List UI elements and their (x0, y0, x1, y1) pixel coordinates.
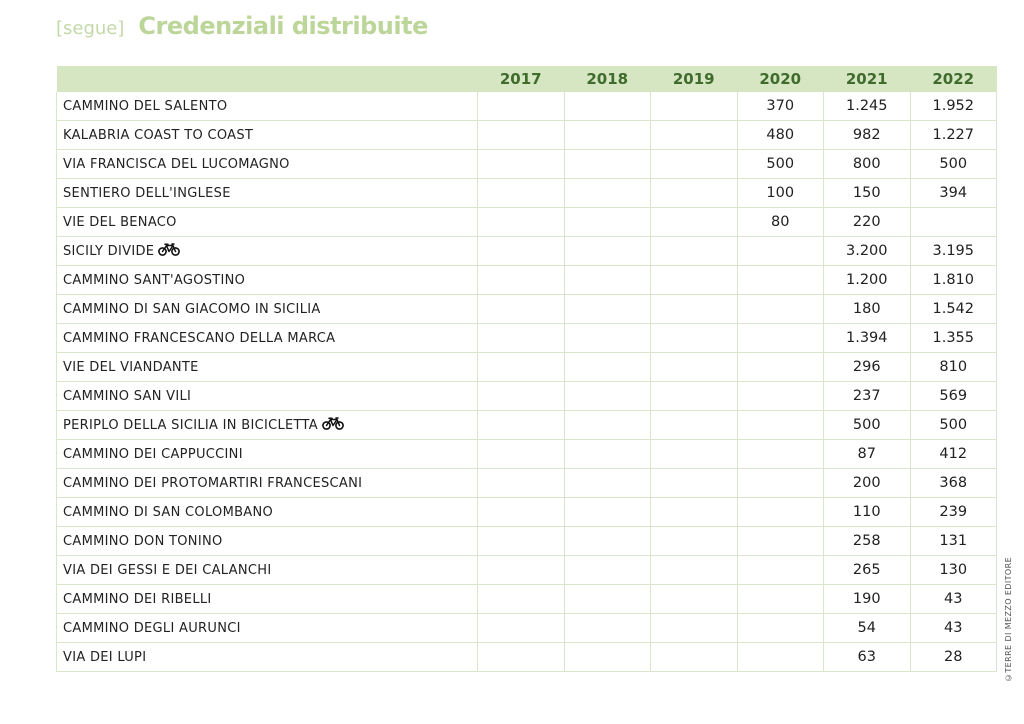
value-cell: 480 (737, 121, 824, 150)
value-cell: 1.245 (824, 92, 911, 121)
value-cell (651, 324, 738, 353)
table-row (57, 411, 997, 440)
value-cell: 63 (824, 643, 911, 672)
table-row (57, 440, 997, 469)
value-cell (651, 237, 738, 266)
value-cell: 1.542 (910, 295, 997, 324)
value-cell: 100 (737, 179, 824, 208)
value-cell (651, 556, 738, 585)
value-cell (564, 92, 651, 121)
value-cell (478, 382, 565, 411)
table-row (57, 266, 997, 295)
value-cell (651, 643, 738, 672)
value-cell: 810 (910, 353, 997, 382)
route-name-cell (57, 556, 478, 585)
route-name: VIE DEL BENACO (63, 214, 177, 230)
value-cell (651, 266, 738, 295)
value-cell (651, 353, 738, 382)
value-cell: 43 (910, 585, 997, 614)
value-cell (651, 92, 738, 121)
value-cell (564, 150, 651, 179)
value-cell: 500 (737, 150, 824, 179)
page-title: Credenziali distribuite (138, 12, 428, 40)
table-body (57, 92, 997, 672)
table-row (57, 614, 997, 643)
value-cell (564, 498, 651, 527)
value-cell (737, 237, 824, 266)
value-cell: 1.355 (910, 324, 997, 353)
value-cell (564, 527, 651, 556)
value-cell (651, 440, 738, 469)
value-cell (478, 527, 565, 556)
value-cell: 200 (824, 469, 911, 498)
value-cell (737, 382, 824, 411)
route-name: CAMMINO DON TONINO (63, 533, 223, 549)
route-name-cell (57, 150, 478, 179)
value-cell (478, 266, 565, 295)
value-cell: 296 (824, 353, 911, 382)
value-cell (478, 411, 565, 440)
route-name: CAMMINO DI SAN GIACOMO IN SICILIA (63, 301, 321, 317)
value-cell: 982 (824, 121, 911, 150)
header-cell-year: 2022 (910, 66, 997, 92)
value-cell (737, 324, 824, 353)
value-cell (478, 643, 565, 672)
value-cell: 1.394 (824, 324, 911, 353)
route-name-cell (57, 411, 478, 440)
value-cell (564, 121, 651, 150)
route-name-cell (57, 469, 478, 498)
heading (56, 12, 428, 48)
table-row (57, 295, 997, 324)
value-cell: 1.952 (910, 92, 997, 121)
continued-label: [segue] (56, 18, 125, 39)
value-cell: 87 (824, 440, 911, 469)
route-name: SICILY DIVIDE (63, 244, 155, 259)
table-row (57, 179, 997, 208)
value-cell (737, 353, 824, 382)
route-name: PERIPLO DELLA SICILIA IN BICICLETTA (63, 418, 318, 433)
bicycle-icon (322, 417, 344, 430)
value-cell (564, 266, 651, 295)
value-cell (564, 469, 651, 498)
value-cell (478, 353, 565, 382)
value-cell: 500 (910, 411, 997, 440)
header-cell-name (57, 66, 478, 92)
value-cell (737, 585, 824, 614)
value-cell (564, 208, 651, 237)
value-cell: 412 (910, 440, 997, 469)
value-cell (737, 266, 824, 295)
route-name: KALABRIA COAST TO COAST (63, 127, 254, 143)
value-cell (737, 295, 824, 324)
value-cell: 1.200 (824, 266, 911, 295)
value-cell: 150 (824, 179, 911, 208)
table-header-row (57, 66, 997, 92)
table-row (57, 643, 997, 672)
value-cell (737, 469, 824, 498)
value-cell: 3.200 (824, 237, 911, 266)
table-row (57, 585, 997, 614)
value-cell: 180 (824, 295, 911, 324)
route-name: CAMMINO SANT'AGOSTINO (63, 272, 246, 288)
value-cell (737, 440, 824, 469)
header-cell-year: 2019 (651, 66, 738, 92)
table-row (57, 527, 997, 556)
value-cell (651, 469, 738, 498)
route-name-cell (57, 121, 478, 150)
route-name-cell (57, 208, 478, 237)
value-cell (651, 208, 738, 237)
table-row (57, 353, 997, 382)
value-cell (478, 295, 565, 324)
value-cell: 220 (824, 208, 911, 237)
value-cell (651, 614, 738, 643)
route-name: CAMMINO FRANCESCANO DELLA MARCA (63, 330, 336, 346)
value-cell (737, 498, 824, 527)
value-cell (737, 411, 824, 440)
value-cell: 239 (910, 498, 997, 527)
route-name-cell (57, 353, 478, 382)
value-cell (564, 440, 651, 469)
value-cell (651, 498, 738, 527)
value-cell (564, 382, 651, 411)
value-cell: 368 (910, 469, 997, 498)
value-cell (564, 353, 651, 382)
value-cell (478, 585, 565, 614)
value-cell: 569 (910, 382, 997, 411)
route-name: CAMMINO DEI CAPPUCCINI (63, 446, 243, 462)
value-cell (651, 382, 738, 411)
value-cell (737, 527, 824, 556)
value-cell (651, 411, 738, 440)
value-cell: 258 (824, 527, 911, 556)
value-cell (478, 440, 565, 469)
route-name-cell (57, 585, 478, 614)
value-cell (564, 556, 651, 585)
value-cell: 1.227 (910, 121, 997, 150)
value-cell (478, 324, 565, 353)
value-cell (478, 208, 565, 237)
route-name: VIA DEI GESSI E DEI CALANCHI (63, 562, 272, 578)
table-row (57, 324, 997, 353)
value-cell (564, 614, 651, 643)
value-cell: 54 (824, 614, 911, 643)
value-cell: 3.195 (910, 237, 997, 266)
value-cell (478, 469, 565, 498)
value-cell (564, 643, 651, 672)
value-cell: 110 (824, 498, 911, 527)
value-cell (478, 150, 565, 179)
route-name: CAMMINO DEI RIBELLI (63, 591, 212, 607)
value-cell: 800 (824, 150, 911, 179)
value-cell (651, 179, 738, 208)
route-name-cell (57, 527, 478, 556)
value-cell (478, 614, 565, 643)
header-cell-year: 2020 (737, 66, 824, 92)
copyright-notice: ©TERRE DI MEZZO EDITORE (1004, 556, 1013, 682)
value-cell: 190 (824, 585, 911, 614)
route-name-cell (57, 92, 478, 121)
value-cell (478, 179, 565, 208)
route-name-cell (57, 295, 478, 324)
value-cell: 237 (824, 382, 911, 411)
table-row (57, 92, 997, 121)
value-cell (737, 614, 824, 643)
route-name: CAMMINO SAN VILI (63, 388, 192, 404)
route-name-cell (57, 614, 478, 643)
value-cell: 500 (824, 411, 911, 440)
value-cell (737, 556, 824, 585)
table-row (57, 556, 997, 585)
value-cell (651, 585, 738, 614)
table-row (57, 150, 997, 179)
value-cell: 394 (910, 179, 997, 208)
value-cell: 370 (737, 92, 824, 121)
route-name-cell (57, 179, 478, 208)
route-name: CAMMINO DEL SALENTO (63, 98, 228, 114)
value-cell (564, 295, 651, 324)
route-name-cell (57, 498, 478, 527)
route-name-cell (57, 237, 478, 266)
credentials-table (56, 66, 997, 672)
table-row (57, 237, 997, 266)
route-name: VIA FRANCISCA DEL LUCOMAGNO (63, 156, 290, 172)
value-cell (478, 556, 565, 585)
route-name: SENTIERO DELL'INGLESE (63, 185, 231, 201)
value-cell (564, 585, 651, 614)
header-cell-year: 2017 (478, 66, 565, 92)
value-cell: 28 (910, 643, 997, 672)
value-cell (651, 121, 738, 150)
value-cell (478, 121, 565, 150)
header-cell-year: 2021 (824, 66, 911, 92)
value-cell (564, 411, 651, 440)
value-cell (564, 237, 651, 266)
table-row (57, 121, 997, 150)
value-cell (564, 179, 651, 208)
value-cell: 43 (910, 614, 997, 643)
value-cell: 265 (824, 556, 911, 585)
value-cell (478, 92, 565, 121)
value-cell (651, 295, 738, 324)
value-cell: 80 (737, 208, 824, 237)
value-cell: 130 (910, 556, 997, 585)
value-cell (910, 208, 997, 237)
value-cell (478, 498, 565, 527)
route-name-cell (57, 266, 478, 295)
value-cell (737, 643, 824, 672)
route-name: VIA DEI LUPI (63, 649, 147, 665)
value-cell: 500 (910, 150, 997, 179)
table-row (57, 208, 997, 237)
route-name: CAMMINO DEGLI AURUNCI (63, 620, 241, 636)
route-name-cell (57, 643, 478, 672)
table-row (57, 498, 997, 527)
route-name: CAMMINO DEI PROTOMARTIRI FRANCESCANI (63, 475, 363, 491)
table-row (57, 382, 997, 411)
value-cell (651, 527, 738, 556)
table-row (57, 469, 997, 498)
route-name: CAMMINO DI SAN COLOMBANO (63, 504, 274, 520)
value-cell: 131 (910, 527, 997, 556)
value-cell (564, 324, 651, 353)
header-cell-year: 2018 (564, 66, 651, 92)
route-name: VIE DEL VIANDANTE (63, 359, 199, 375)
route-name-cell (57, 324, 478, 353)
value-cell (651, 150, 738, 179)
route-name-cell (57, 382, 478, 411)
bicycle-icon (158, 243, 180, 256)
route-name-cell (57, 440, 478, 469)
value-cell (478, 237, 565, 266)
value-cell: 1.810 (910, 266, 997, 295)
